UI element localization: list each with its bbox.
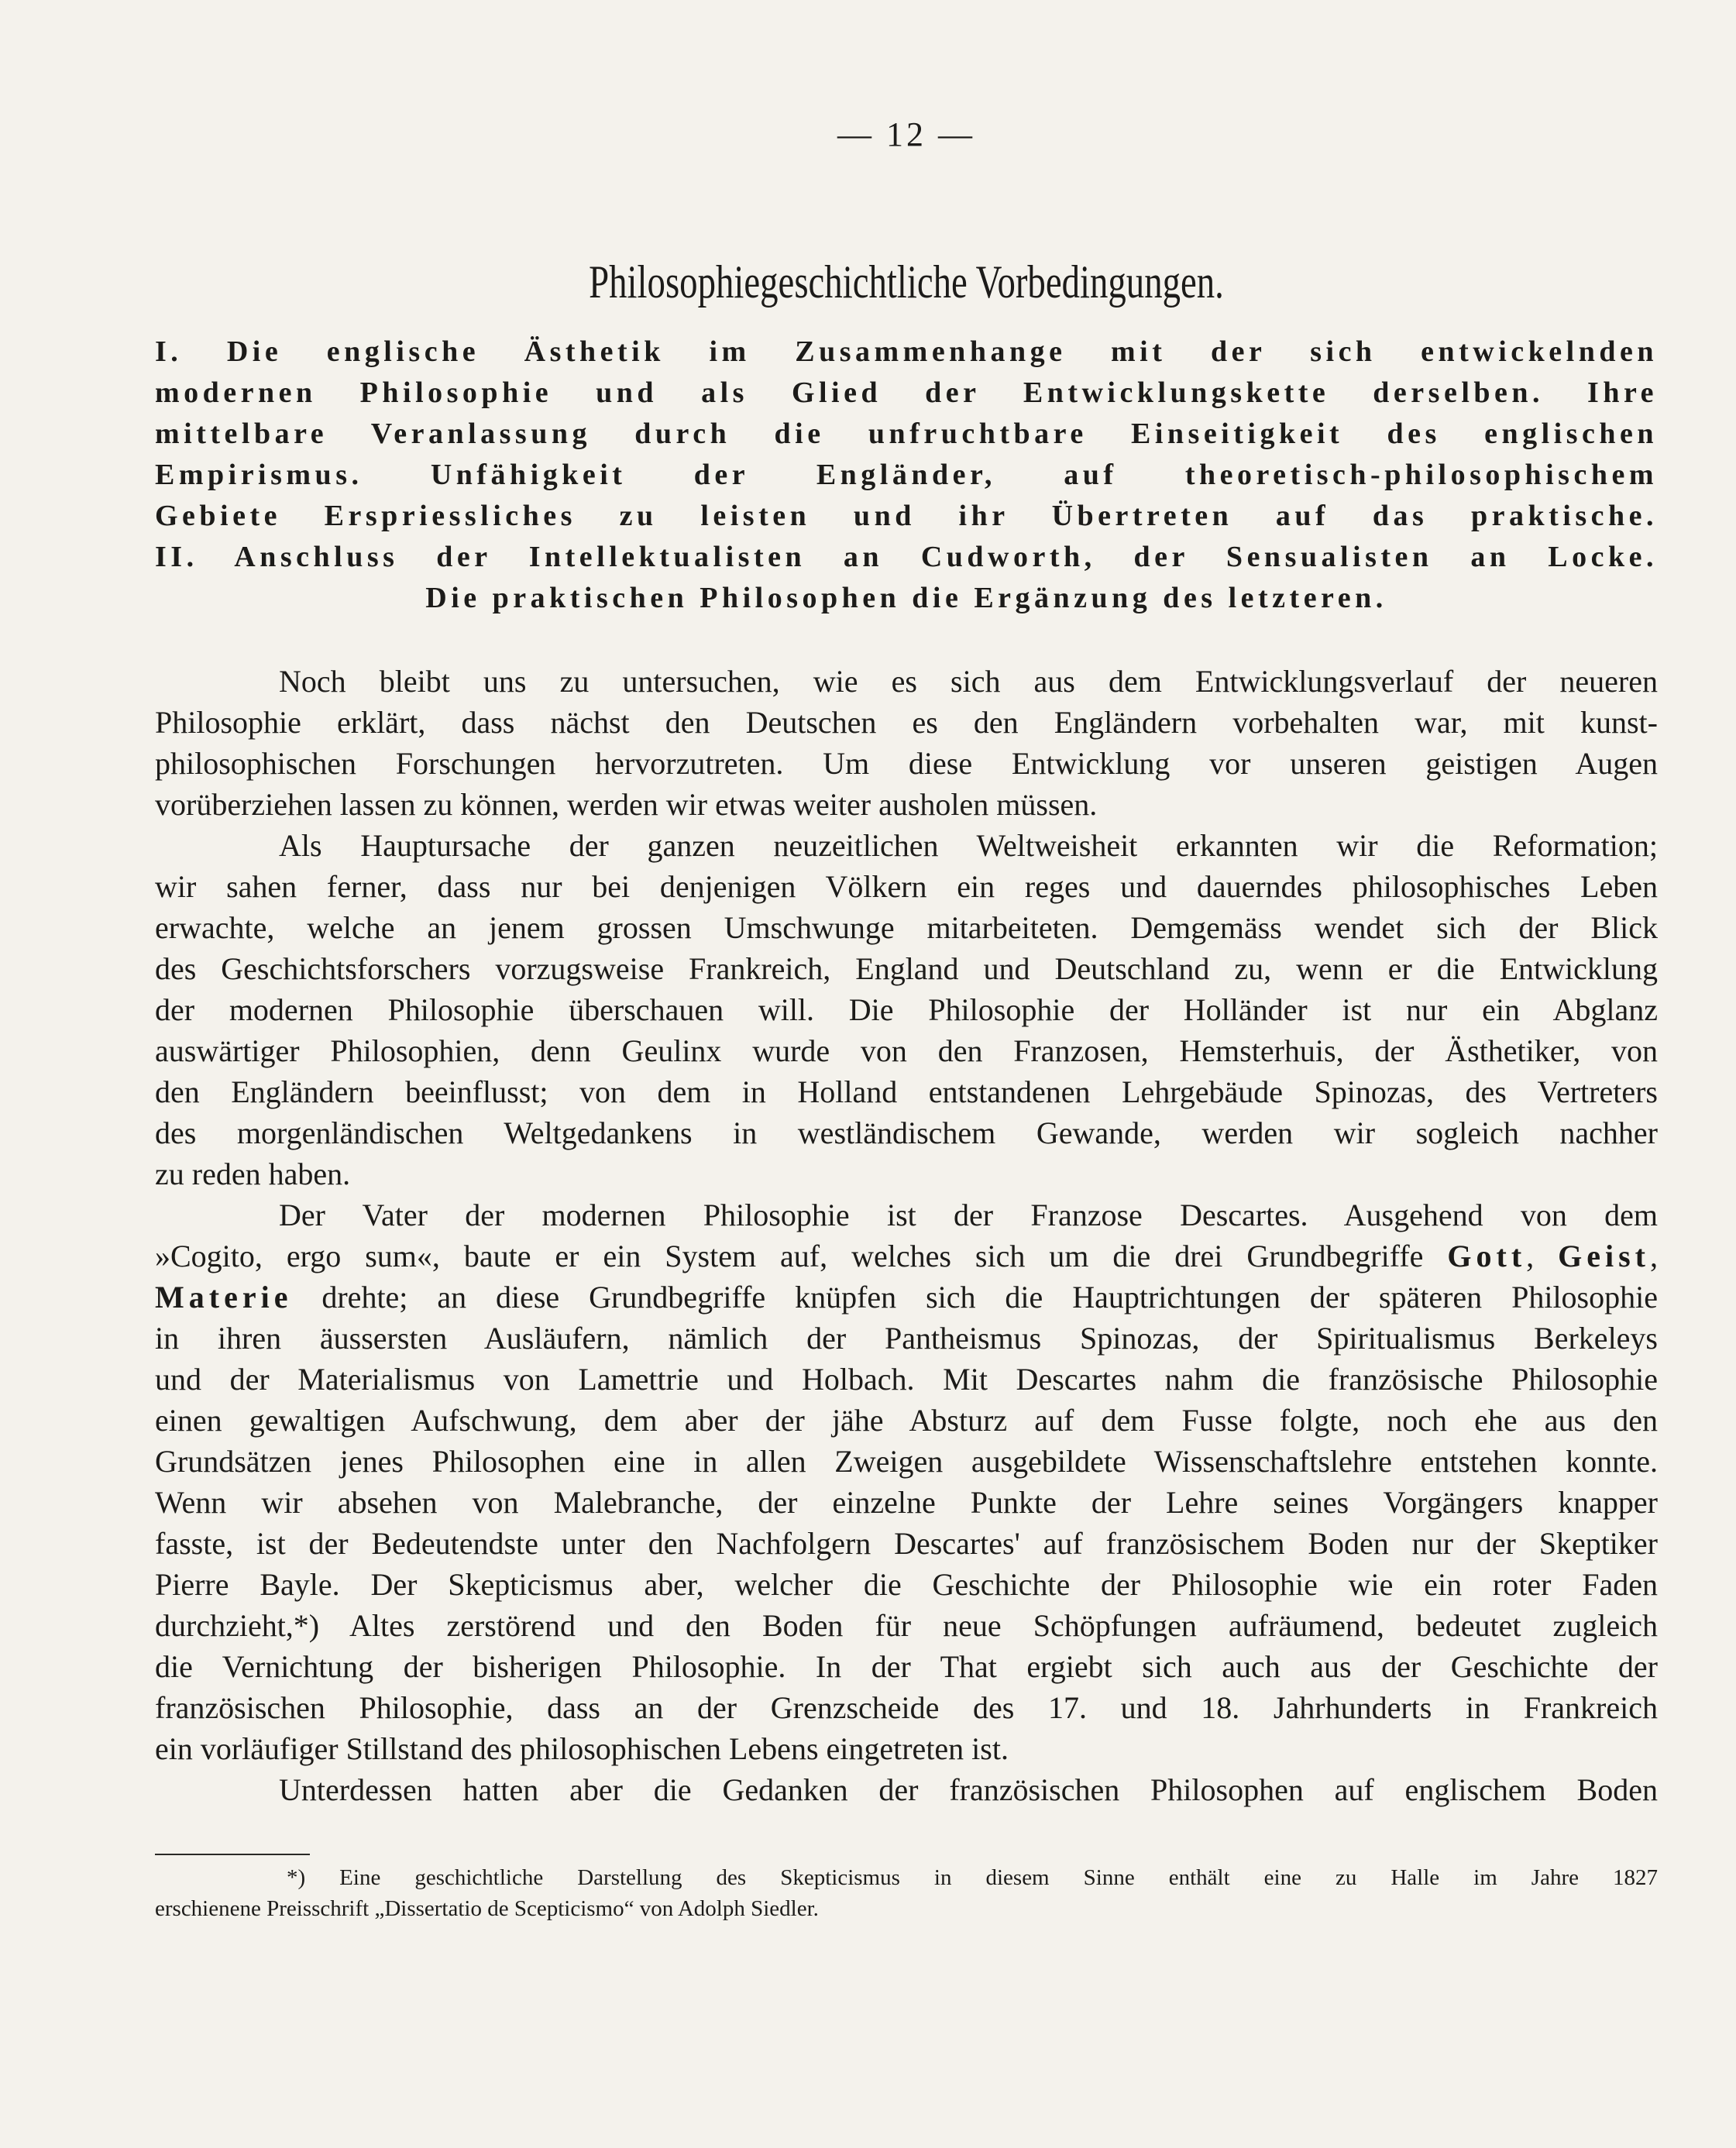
body-line: Der Vater der modernen Philosophie ist der Franzose Descartes. Ausgehend von dem bbox=[279, 1198, 1658, 1232]
body-line: die Vernichtung der bisherigen Philosophie. In der That ergiebt sich auch aus der Geschichte der bbox=[155, 1649, 1658, 1684]
body-text-run: »Cogito, ergo sum«, baute er ein System auf, welches sich um die drei Grundbegriffe bbox=[155, 1239, 1448, 1273]
chapter-summary bbox=[155, 332, 1658, 619]
summary-line: Die praktischen Philosophen die Ergänzung des letzteren. bbox=[425, 582, 1387, 614]
body-line: auswärtiger Philosophien, denn Geulinx wurde von den Franzosen, Hemsterhuis, der Ästhetiker, von bbox=[155, 1033, 1658, 1068]
body-line: Philosophie erklärt, dass nächst den Deutschen es den Engländern vorbehalten war, mit kunst- bbox=[155, 705, 1658, 740]
body-line: den Engländern beeinflusst; von dem in Holland entstandenen Lehrgebäude Spinozas, des Vertreters bbox=[155, 1074, 1658, 1109]
body-line: einen gewaltigen Aufschwung, dem aber der jähe Absturz auf dem Fusse folgte, noch ehe aus den bbox=[155, 1403, 1658, 1438]
body-line: Noch bleibt uns zu untersuchen, wie es sich aus dem Entwicklungsverlauf der neueren bbox=[279, 664, 1658, 699]
summary-line: I. Die englische Ästhetik im Zusammenhange mit der sich entwickelnden bbox=[155, 335, 1658, 368]
body-line: durchzieht,*) Altes zerstörend und den Boden für neue Schöpfungen aufräumend, bedeutet zugleich bbox=[155, 1608, 1658, 1643]
summary-line: Gebiete Erspriessliches zu leisten und ihr Übertreten auf das praktische. bbox=[155, 500, 1658, 532]
body-line: Wenn wir absehen von Malebranche, der einzelne Punkte der Lehre seines Vorgängers knapper bbox=[155, 1485, 1658, 1520]
body-line: Pierre Bayle. Der Skepticismus aber, welcher die Geschichte der Philosophie wie ein roter Faden bbox=[155, 1567, 1658, 1602]
body-line: französischen Philosophie, dass an der Grenzscheide des 17. und 18. Jahrhunderts in Frankreich bbox=[155, 1690, 1658, 1725]
emphasis-materie: Materie bbox=[155, 1280, 293, 1315]
footnote-line: erschienene Preisschrift „Dissertatio de Scepticismo“ von Adolph Siedler. bbox=[155, 1896, 819, 1921]
body-line: Unterdessen hatten aber die Gedanken der französischen Philosophen auf englischem Boden bbox=[279, 1772, 1658, 1807]
body-line: zu reden haben. bbox=[155, 1156, 351, 1191]
summary-line: II. Anschluss der Intellektualisten an Cudworth, der Sensualisten an Locke. bbox=[155, 541, 1658, 573]
body-line bbox=[155, 1277, 1658, 1318]
body-line: erwachte, welche an jenem grossen Umschwunge mitarbeiteten. Demgemäss wendet sich der Blick bbox=[155, 910, 1658, 945]
footnote-rule bbox=[155, 1854, 310, 1855]
body-line: vorüberziehen lassen zu können, werden wir etwas weiter ausholen müssen. bbox=[155, 787, 1098, 822]
document-page bbox=[155, 0, 1658, 2148]
body-line: wir sahen ferner, dass nur bei denjenigen Völkern ein reges und dauerndes philosophisches Leben bbox=[155, 869, 1658, 904]
summary-line: Empirismus. Unfähigkeit der Engländer, auf theoretisch-philosophischem bbox=[155, 459, 1658, 491]
footnote-line: *) Eine geschichtliche Darstellung des Skepticismus in diesem Sinne enthält eine zu Halle im Jahre 1827 bbox=[287, 1865, 1658, 1890]
body-line: des morgenländischen Weltgedankens in westländischem Gewande, werden wir sogleich nachher bbox=[155, 1115, 1658, 1150]
body-line: der modernen Philosophie überschauen will. Die Philosophie der Holländer ist nur ein Abglanz bbox=[155, 992, 1658, 1027]
emphasis-geist: Geist bbox=[1558, 1239, 1650, 1273]
page-number: — 12 — bbox=[837, 115, 975, 153]
body-text-run: , bbox=[1650, 1239, 1658, 1273]
body-line: und der Materialismus von Lamettrie und Holbach. Mit Descartes nahm die französische Philosophie bbox=[155, 1362, 1658, 1397]
body-line: in ihren äussersten Ausläufern, nämlich der Pantheismus Spinozas, der Spiritualismus Berkeleys bbox=[155, 1321, 1658, 1356]
body-line: des Geschichtsforschers vorzugsweise Frankreich, England und Deutschland zu, wenn er die Entwicklung bbox=[155, 951, 1658, 986]
footnote bbox=[155, 1862, 1658, 1924]
summary-line: mittelbare Veranlassung durch die unfruchtbare Einseitigkeit des englischen bbox=[155, 418, 1658, 450]
section-title: Philosophiegeschichtliche Vorbedingungen. bbox=[589, 256, 1224, 308]
body-line: Als Hauptursache der ganzen neuzeitlichen Weltweisheit erkannten wir die Reformation; bbox=[279, 828, 1658, 863]
summary-line: modernen Philosophie und als Glied der Entwicklungskette derselben. Ihre bbox=[155, 376, 1658, 409]
emphasis-gott: Gott bbox=[1447, 1239, 1527, 1273]
body-text bbox=[155, 661, 1658, 1810]
body-text-run: drehte; an diese Grundbegriffe knüpfen sich die Hauptrichtungen der späteren Philosophie bbox=[292, 1280, 1658, 1315]
body-line: ein vorläufiger Stillstand des philosophischen Lebens eingetreten ist. bbox=[155, 1731, 1009, 1766]
body-text-run: , bbox=[1526, 1239, 1559, 1273]
body-line bbox=[155, 1236, 1658, 1277]
body-line: philosophischen Forschungen hervorzutreten. Um diese Entwicklung vor unseren geistigen Augen bbox=[155, 746, 1658, 781]
body-line: Grundsätzen jenes Philosophen eine in allen Zweigen ausgebildete Wissenschaftslehre entstehen konnte. bbox=[155, 1444, 1658, 1479]
body-line: fasste, ist der Bedeutendste unter den Nachfolgern Descartes' auf französischem Boden nur der Skeptiker bbox=[155, 1526, 1658, 1561]
